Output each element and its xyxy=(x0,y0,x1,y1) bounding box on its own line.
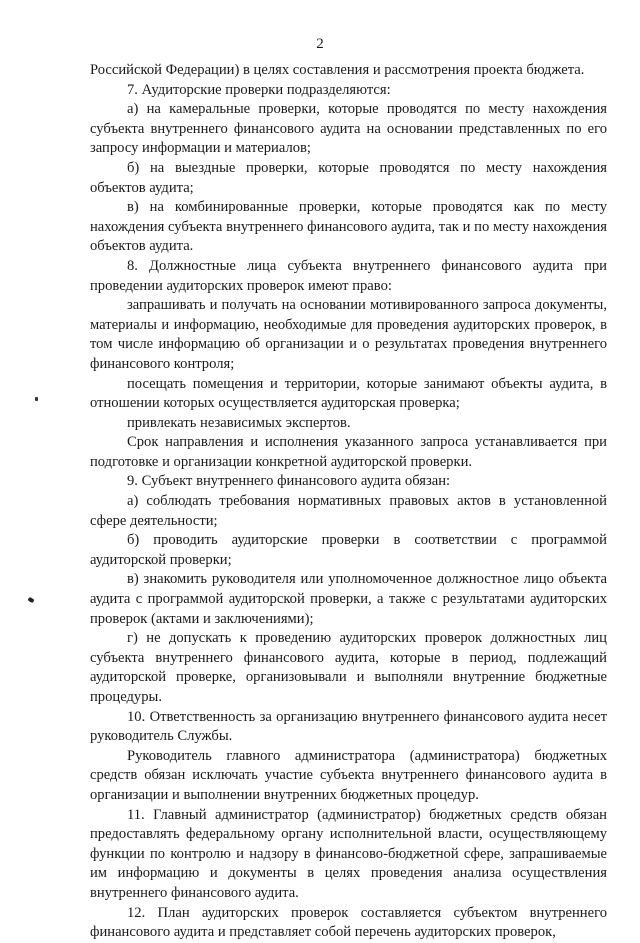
paragraph-item-11: 11. Главный администратор (администратор) бюджетных средств обязан предоставлять федеральному органу исполнительной власти, осуществляющему функции по контролю и надзору в финансово-бюджетной сфере, запрашиваемые им информацию и документы в целях проведения анализа осуществления внутреннего финансового аудита. xyxy=(90,806,607,901)
paragraph-item-10-head: Руководитель главного администратора (администратора) бюджетных средств обязан исключать участие субъекта внутреннего финансового аудита в организации и выполнении внутренних бюджетных процедур. xyxy=(90,747,607,803)
document-body xyxy=(90,61,607,943)
paragraph-item-7c: в) на комбинированные проверки, которые проводятся как по месту нахождения субъекта внутреннего финансового аудита, так и по месту нахождения объектов аудита. xyxy=(90,199,607,255)
paragraph-item-8-request: запрашивать и получать на основании мотивированного запроса документы, материалы и информацию, необходимые для проведения аудиторских проверок, в том числе информацию об организации и о результатах проведения внутреннего финансового контроля; xyxy=(90,297,607,372)
paragraph-item-8-visit: посещать помещения и территории, которые занимают объекты аудита, в отношении которых осуществляется аудиторская проверка; xyxy=(90,375,607,412)
paragraph-item-9c: в) знакомить руководителя или уполномоченное должностное лицо объекта аудита с программой аудиторской проверки, а также с результатами аудиторских проверок (актами и заключениями); xyxy=(90,571,607,627)
paragraph-item-9a: а) соблюдать требования нормативных правовых актов в установленной сфере деятельности; xyxy=(90,493,607,529)
paragraph-continuation: Российской Федерации) в целях составления и рассмотрения проекта бюджета. xyxy=(90,62,585,78)
paragraph-item-8-experts: привлекать независимых экспертов. xyxy=(127,414,351,431)
paragraph-item-9d: г) не допускать к проведению аудиторских проверок должностных лиц субъекта внутреннего финансового аудита, которые в период, подлежащий аудиторской проверке, организовывали и выполняли внутренние бюджетные процедуры. xyxy=(90,630,607,705)
page-number: 2 xyxy=(316,36,324,52)
paragraph-item-10: 10. Ответственность за организацию внутреннего финансового аудита несет руководитель Службы. xyxy=(90,708,607,745)
paragraph-item-9: 9. Субъект внутреннего финансового аудита обязан: xyxy=(127,473,451,490)
paragraph-item-12: 12. План аудиторских проверок составляется субъектом внутреннего финансового аудита и представляет собой перечень аудиторских проверок, xyxy=(90,904,607,941)
paragraph-item-8-deadline: Срок направления и исполнения указанного запроса устанавливается при подготовке и организации конкретной аудиторской проверки. xyxy=(90,434,607,470)
paragraph-item-7: 7. Аудиторские проверки подразделяются: xyxy=(127,81,391,98)
paragraph-item-9b: б) проводить аудиторские проверки в соответствии с программой аудиторской проверки; xyxy=(90,532,607,568)
paragraph-item-8: 8. Должностные лица субъекта внутреннего финансового аудита при проведении аудиторских проверок имеют право: xyxy=(90,257,607,294)
scan-speck-mark xyxy=(27,597,34,603)
scan-speck-mark xyxy=(35,397,38,401)
paragraph-item-7b: б) на выездные проверки, которые проводятся по месту нахождения объектов аудита; xyxy=(90,159,607,196)
paragraph-item-7a: а) на камеральные проверки, которые проводятся по месту нахождения субъекта внутреннего финансового аудита на основании представленных по его запросу информации и материалов; xyxy=(90,101,607,157)
